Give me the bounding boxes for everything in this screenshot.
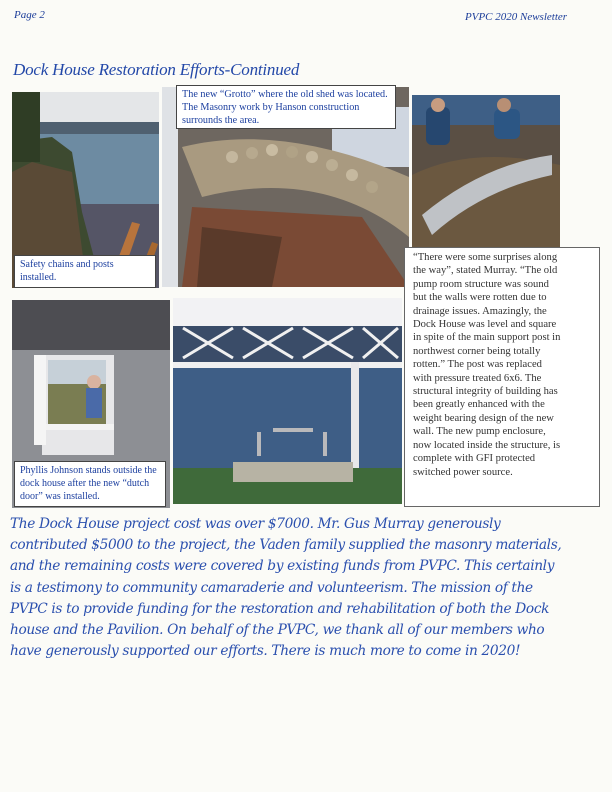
quote-line: complete with GFI protected — [413, 453, 536, 465]
caption-safety-chains: Safety chains and posts installed. — [14, 255, 156, 288]
body-line: PVPC is to provide funding for the restoration and rehabilitation of both the Dock — [10, 600, 550, 617]
quote-line: drainage issues. Amazingly, the — [413, 305, 547, 317]
quote-line: with pressure treated 6x6. The — [413, 372, 542, 384]
body-line: The Dock House project cost was over $7000. Mr. Gus Murray generously — [10, 516, 501, 532]
photo-porch — [173, 298, 402, 504]
quote-line: but the walls were rotten due to — [413, 292, 547, 304]
body-line: and the remaining costs were covered by existing funds from PVPC. This certainly — [10, 558, 555, 575]
quote-line: structural integrity of building has — [413, 386, 558, 398]
caption-grotto: The new “Grotto” where the old shed was located. The Masonry work by Hanson construction surrounds the area. — [176, 85, 396, 129]
body-paragraph — [10, 514, 604, 662]
photo-workers — [412, 95, 560, 249]
quote-line: Dock House was level and square — [413, 319, 557, 331]
body-line: have generously supported our efforts. There is much more to come in 2020! — [10, 643, 521, 660]
quote-line: wall. The new pump enclosure, — [413, 426, 546, 438]
quote-line: in spite of the main support post in — [413, 332, 561, 344]
quote-line: “There were some surprises along — [413, 252, 558, 263]
quote-line: the way”, stated Murray. “The old — [413, 265, 558, 277]
body-line: house and the Pavilion. On behalf of the PVPC, we thank all of our members who — [10, 622, 545, 639]
body-line: contributed $5000 to the project, the Vaden family supplied the masonry materials, — [10, 537, 562, 554]
caption-phyllis: Phyllis Johnson stands outside the dock house after the new “dutch door” was installed. — [14, 461, 166, 507]
quote-line: northwest corner being totally — [413, 345, 541, 357]
quote-line: pump room structure was sound — [413, 278, 549, 290]
quote-box — [404, 247, 600, 507]
quote-line: now located inside the structure, is — [413, 439, 561, 451]
quote-line: switched power source. — [413, 466, 513, 478]
quote-line: rotten.” The post was replaced — [413, 359, 542, 371]
newsletter-title: PVPC 2020 Newsletter — [465, 11, 568, 23]
article-title: Dock House Restoration Efforts-Continued — [13, 60, 300, 79]
quote-line: been greatly enhanced with the — [413, 399, 545, 411]
page-label: Page 2 — [14, 9, 45, 21]
quote-line: weight bearing design of the new — [413, 412, 554, 424]
body-line: is a testimony to community camaraderie and volunteerism. The mission of the — [10, 579, 533, 596]
